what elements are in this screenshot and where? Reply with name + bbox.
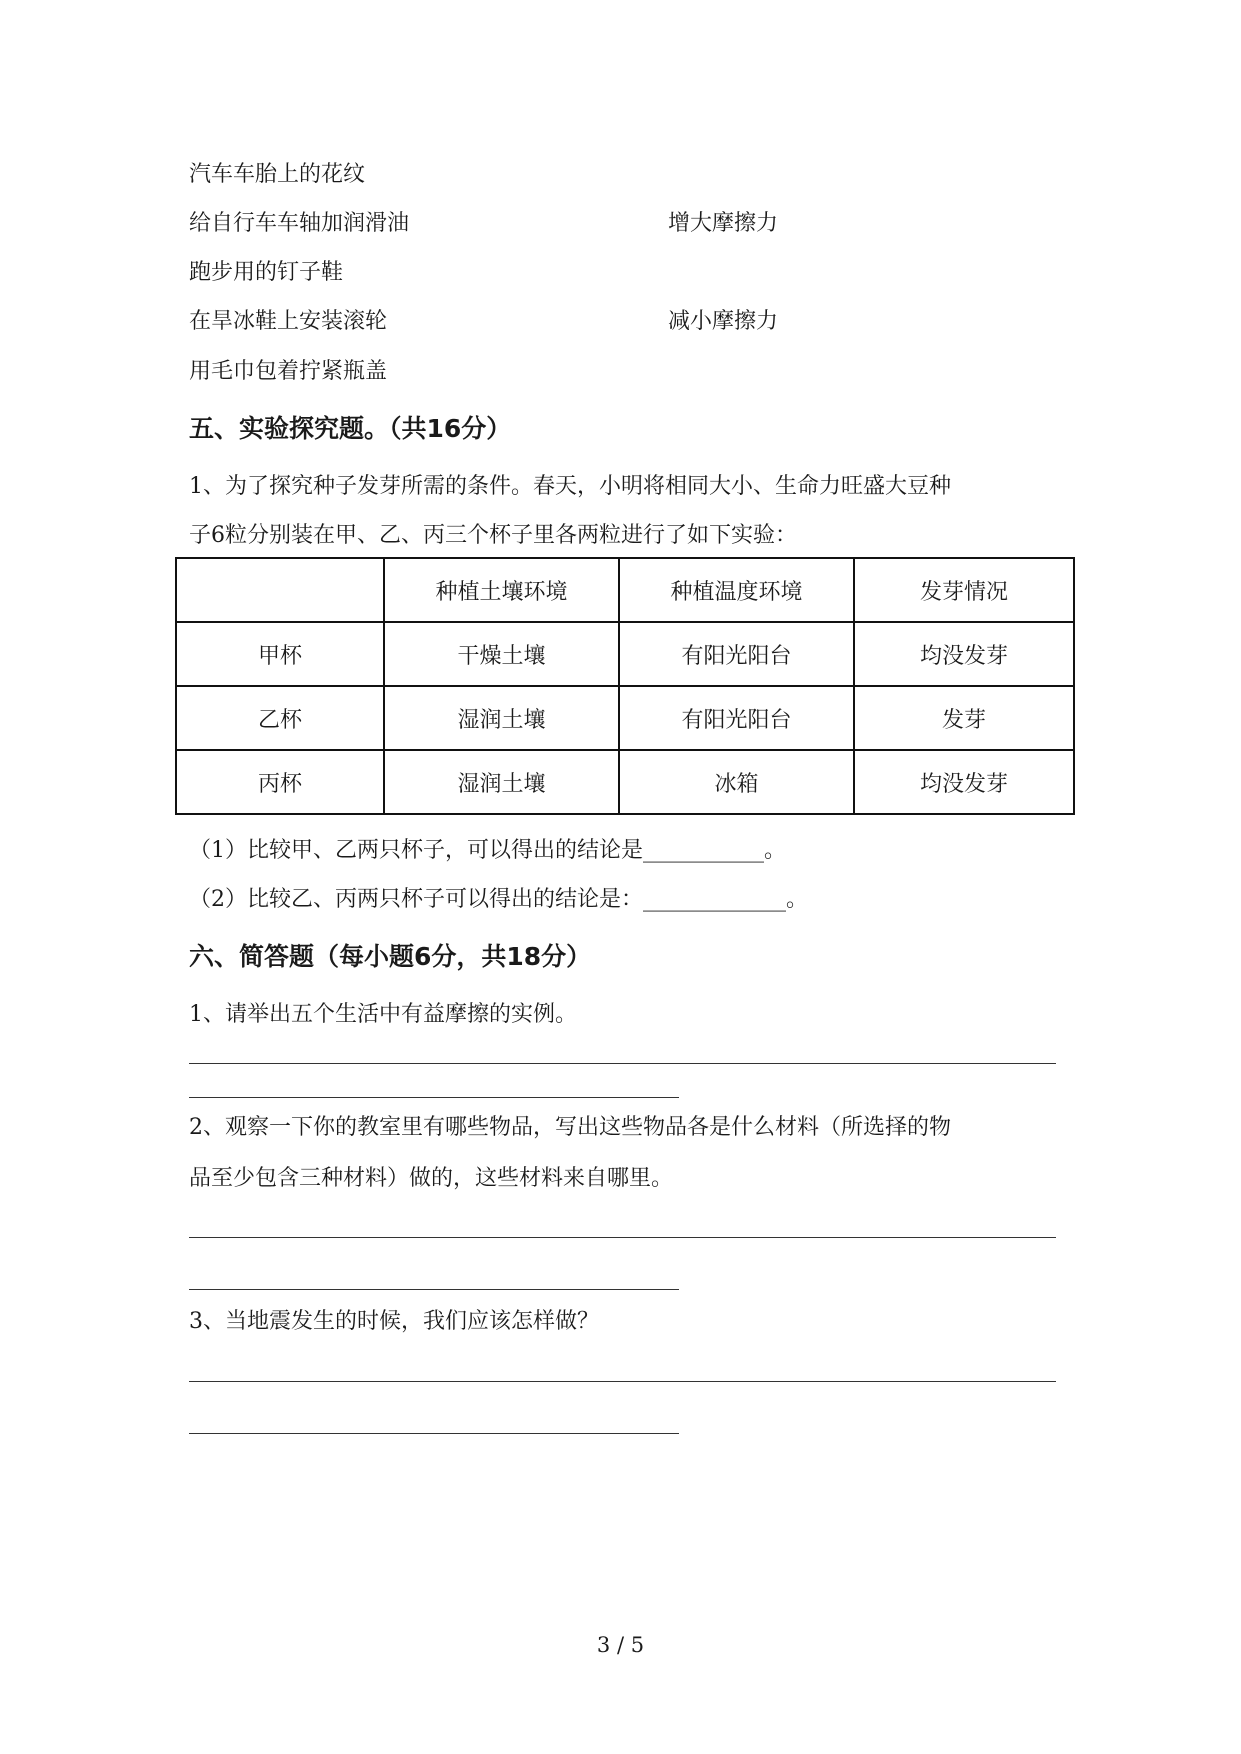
table-cell: 甲杯 [176,622,384,686]
table-header-cell [176,558,384,622]
answer-line [189,1097,679,1098]
table-cell: 湿润土壤 [384,750,619,814]
section5-question-1-line-2: 子6粒分别装在甲、乙、丙三个杯子里各两粒进行了如下实验： [189,523,797,548]
section5-question-1-line-1: 1、为了探究种子发芽所需的条件。春天，小明将相同大小、生命力旺盛大豆种 [189,474,951,499]
section6-question-2-line-2: 品至少包含三种材料）做的，这些材料来自哪里。 [189,1166,674,1191]
page-number: 3 / 5 [596,1633,645,1657]
section6-question-2-line-1: 2、观察一下你的教室里有哪些物品，写出这些物品各是什么材料（所选择的物 [189,1115,951,1140]
table-row [176,750,1074,814]
table-row [176,622,1074,686]
section5-heading: 五、实验探究题。（共16分） [189,414,512,443]
answer-line [189,1063,1056,1064]
table-header-row [176,558,1074,622]
table-cell: 冰箱 [619,750,854,814]
experiment-table [175,557,1075,815]
section6-question-1: 1、请举出五个生活中有益摩擦的实例。 [189,1002,577,1027]
match-left-item-3: 跑步用的钉子鞋 [189,260,344,285]
section6-question-3: 3、当地震发生的时候，我们应该怎样做？ [189,1309,599,1334]
match-left-item-2: 给自行车车轴加润滑油 [189,211,410,236]
table-header-cell: 种植土壤环境 [384,558,619,622]
table-cell: 有阳光阳台 [619,622,854,686]
match-right-item-1: 增大摩擦力 [668,211,779,236]
table-cell: 均没发芽 [854,622,1074,686]
table-header-cell: 种植温度环境 [619,558,854,622]
table-header-cell: 发芽情况 [854,558,1074,622]
answer-line [189,1381,1056,1382]
table-cell: 有阳光阳台 [619,686,854,750]
table-cell: 均没发芽 [854,750,1074,814]
section5-sub-question-1: （1）比较甲、乙两只杯子，可以得出的结论是___________。 [189,838,786,863]
table-cell: 发芽 [854,686,1074,750]
section6-heading: 六、简答题（每小题6分，共18分） [189,942,592,971]
match-left-item-4: 在旱冰鞋上安装滚轮 [189,309,388,334]
answer-line [189,1289,679,1290]
match-left-item-1: 汽车车胎上的花纹 [189,162,366,187]
answer-line [189,1433,679,1434]
section5-sub-question-2: （2）比较乙、丙两只杯子可以得出的结论是：_____________。 [189,887,808,912]
match-right-item-2: 减小摩擦力 [668,309,779,334]
match-left-item-5: 用毛巾包着拧紧瓶盖 [189,359,388,384]
table-cell: 乙杯 [176,686,384,750]
table-cell: 湿润土壤 [384,686,619,750]
table-cell: 干燥土壤 [384,622,619,686]
table-row [176,686,1074,750]
answer-line [189,1237,1056,1238]
table-cell: 丙杯 [176,750,384,814]
